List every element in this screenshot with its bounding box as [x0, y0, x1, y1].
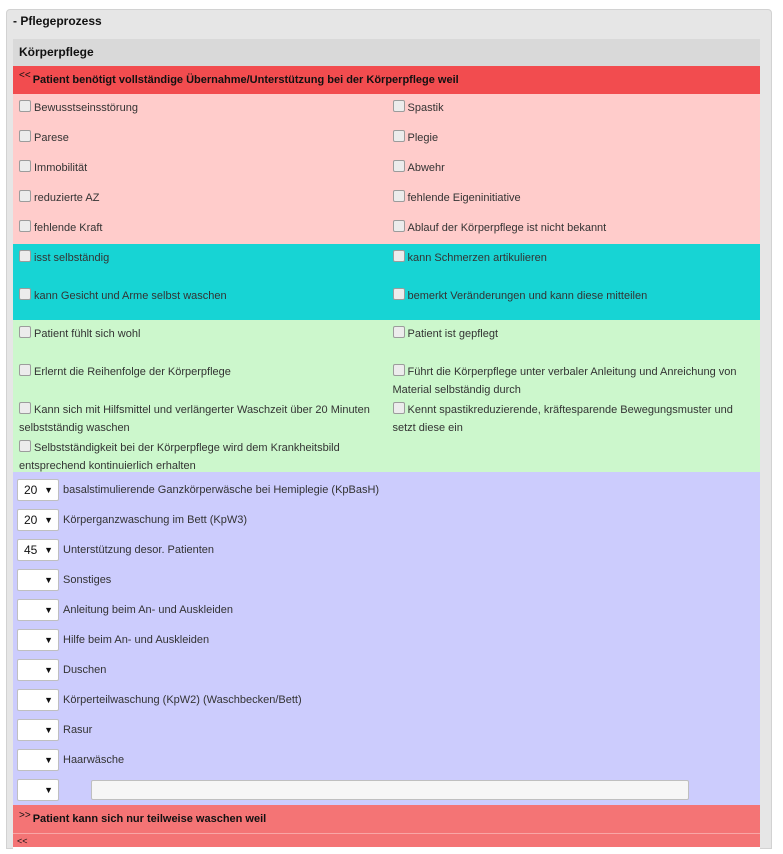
checkbox[interactable]	[393, 220, 405, 232]
checkbox[interactable]	[393, 402, 405, 414]
measure-row	[13, 685, 760, 715]
resource-option[interactable]: isst selbständig	[13, 244, 387, 282]
checkbox[interactable]	[393, 364, 405, 376]
checkbox[interactable]	[393, 160, 405, 172]
dropdown-arrow-icon: ▼	[44, 695, 53, 705]
goal-option[interactable]: Erlernt die Reihenfolge der Körperpflege	[13, 358, 387, 396]
resource-checkbox-group	[13, 244, 760, 320]
goal-option[interactable]: Patient ist gepflegt	[387, 320, 761, 358]
next-section-header[interactable]	[13, 833, 760, 847]
measure-row	[13, 565, 760, 595]
checkbox[interactable]	[19, 220, 31, 232]
custom-measure-input[interactable]	[91, 780, 689, 800]
goal-checkbox-group	[13, 320, 760, 472]
koerperpflege-title: Körperpflege	[13, 39, 760, 66]
goal-option[interactable]: Führt die Körperpflege unter verbaler Anleitung und Anreichung von Material selbständig durch	[392, 366, 737, 396]
minutes-select[interactable]	[17, 689, 59, 711]
reason-option[interactable]: Spastik	[387, 94, 761, 124]
measure-row	[13, 505, 760, 535]
checkbox[interactable]	[19, 160, 31, 172]
goal-option[interactable]: Kennt spastikreduzierende, kräftesparende Bewegungsmuster und setzt diese ein	[392, 404, 733, 434]
measure-row	[13, 475, 760, 505]
dropdown-arrow-icon: ▼	[44, 725, 53, 735]
checkbox[interactable]	[19, 100, 31, 112]
checkbox[interactable]	[393, 326, 405, 338]
partial-wash-reason-header[interactable]	[13, 805, 760, 833]
dropdown-arrow-icon: ▼	[44, 485, 53, 495]
reason-option[interactable]: Bewusstseinsstörung	[13, 94, 387, 124]
collapse-arrow-icon: <<	[19, 70, 31, 81]
reason-option[interactable]: Parese	[13, 124, 387, 154]
measure-label: Sonstiges	[63, 574, 112, 586]
checkbox[interactable]	[19, 130, 31, 142]
checkbox[interactable]	[393, 250, 405, 262]
measure-row	[13, 535, 760, 565]
measure-row	[13, 595, 760, 625]
measure-label: basalstimulierende Ganzkörperwäsche bei Hemiplegie (KpBasH)	[63, 484, 380, 496]
dropdown-arrow-icon: ▼	[44, 665, 53, 675]
reason-option[interactable]: fehlende Eigeninitiative	[387, 184, 761, 214]
goal-option[interactable]: Selbstständigkeit bei der Körperpflege wird dem Krankheitsbild entsprechend kontinuierlich erhalten	[19, 442, 340, 472]
checkbox[interactable]	[393, 130, 405, 142]
pflegeprozess-header[interactable]: - Pflegeprozess	[13, 14, 102, 28]
measure-row	[13, 655, 760, 685]
minutes-select[interactable]	[17, 779, 59, 801]
reason-option[interactable]: Plegie	[387, 124, 761, 154]
dropdown-arrow-icon: ▼	[44, 635, 53, 645]
dropdown-arrow-icon: ▼	[44, 575, 53, 585]
checkbox[interactable]	[19, 190, 31, 202]
measure-row	[13, 625, 760, 655]
checkbox[interactable]	[19, 440, 31, 452]
minutes-select[interactable]	[17, 719, 59, 741]
measure-label: Unterstützung desor. Patienten	[63, 544, 215, 556]
resource-option[interactable]: bemerkt Veränderungen und kann diese mitteilen	[387, 282, 761, 320]
minutes-select[interactable]	[17, 749, 59, 771]
checkbox[interactable]	[19, 288, 31, 300]
reason-option[interactable]: Ablauf der Körperpflege ist nicht bekannt	[387, 214, 761, 244]
checkbox[interactable]	[19, 250, 31, 262]
minutes-select[interactable]: 20 ▼	[17, 509, 59, 531]
expand-arrow-icon: >>	[19, 810, 31, 821]
reason-option[interactable]: fehlende Kraft	[13, 214, 387, 244]
measure-label: Haarwäsche	[63, 754, 125, 766]
checkbox[interactable]	[393, 190, 405, 202]
full-support-reason-header[interactable]	[13, 66, 760, 94]
dropdown-arrow-icon: ▼	[44, 755, 53, 765]
dropdown-arrow-icon: ▼	[44, 515, 53, 525]
goal-option[interactable]: Patient fühlt sich wohl	[13, 320, 387, 358]
checkbox[interactable]	[19, 402, 31, 414]
minutes-select[interactable]	[17, 659, 59, 681]
checkbox[interactable]	[393, 100, 405, 112]
minutes-select[interactable]	[17, 629, 59, 651]
measures-group	[13, 472, 760, 805]
measure-row	[13, 745, 760, 775]
custom-measure-row	[13, 775, 760, 805]
resource-option[interactable]: kann Schmerzen artikulieren	[387, 244, 761, 282]
pflegeprozess-panel	[6, 9, 772, 849]
measure-label: Hilfe beim An- und Auskleiden	[63, 634, 210, 646]
minutes-select[interactable]	[17, 569, 59, 591]
minutes-select[interactable]	[17, 599, 59, 621]
goal-option[interactable]: Kann sich mit Hilfsmittel und verlängerter Waschzeit über 20 Minuten selbstständig waschen	[19, 404, 370, 434]
reason-checkbox-group	[13, 94, 760, 244]
checkbox[interactable]	[19, 364, 31, 376]
measure-label: Anleitung beim An- und Auskleiden	[63, 604, 234, 616]
resource-option[interactable]: kann Gesicht und Arme selbst waschen	[13, 282, 387, 320]
collapse-arrow-icon: <<	[17, 836, 28, 846]
minutes-select[interactable]: 20 ▼	[17, 479, 59, 501]
measure-label: Rasur	[63, 724, 93, 736]
measure-row	[13, 715, 760, 745]
partial-wash-reason-label: Patient kann sich nur teilweise waschen weil	[32, 813, 267, 825]
reason-option[interactable]: reduzierte AZ	[13, 184, 387, 214]
measure-label: Körperganzwaschung im Bett (KpW3)	[63, 514, 248, 526]
reason-option[interactable]: Immobilität	[13, 154, 387, 184]
minutes-select[interactable]: 45 ▼	[17, 539, 59, 561]
full-support-reason-label: Patient benötigt vollständige Übernahme/Unterstützung bei der Körperpflege weil	[32, 74, 459, 86]
dropdown-arrow-icon: ▼	[44, 545, 53, 555]
measure-label: Körperteilwaschung (KpW2) (Waschbecken/Bett)	[63, 694, 302, 706]
koerperpflege-panel	[13, 39, 760, 854]
checkbox[interactable]	[393, 288, 405, 300]
measure-label: Duschen	[63, 664, 107, 676]
dropdown-arrow-icon: ▼	[44, 605, 53, 615]
dropdown-arrow-icon: ▼	[44, 785, 53, 795]
reason-option[interactable]: Abwehr	[387, 154, 761, 184]
checkbox[interactable]	[19, 326, 31, 338]
